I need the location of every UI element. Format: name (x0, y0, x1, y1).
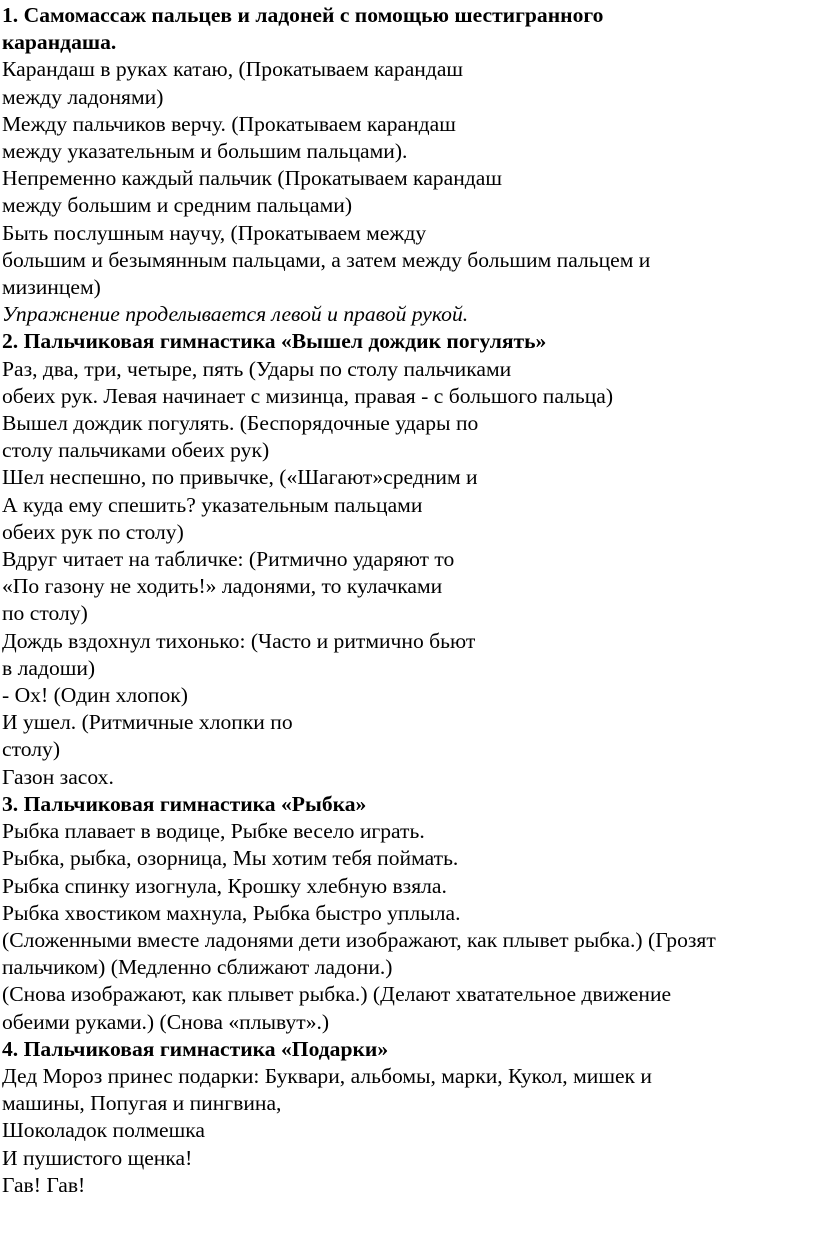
text-line: обеими руками.) (Снова «плывут».) (2, 1009, 330, 1034)
text-line: Рыбка, рыбка, озорница, Мы хотим тебя поймать. (2, 846, 459, 871)
text-line: И пушистого щенка! (2, 1145, 193, 1170)
text-line: «По газону не ходить!» ладонями, то кулачками (2, 574, 443, 599)
text-line: пальчиком) (Медленно сближают ладони.) (2, 955, 393, 980)
text-line: мизинцем) (2, 275, 101, 300)
text-line: обеих рук. Левая начинает с мизинца, правая - с большого пальца) (2, 383, 614, 408)
text-line: Дождь вздохнул тихонько: (Часто и ритмично бьют (2, 628, 476, 653)
text-line: Газон засох. (2, 764, 114, 789)
text-line: большим и безымянным пальцами, а затем между большим пальцем и (2, 247, 651, 272)
section-3 (2, 791, 816, 1036)
text-line: И ушел. (Ритмичные хлопки по (2, 710, 293, 735)
text-line: машины, Попугая и пингвина, (2, 1091, 282, 1116)
text-line: Шел неспешно, по привычке, («Шагают»средним и (2, 465, 478, 490)
section-1 (2, 2, 816, 328)
text-line: (Сложенными вместе ладонями дети изображают, как плывет рыбка.) (Грозят (2, 927, 716, 952)
text-line: Шоколадок полмешка (2, 1118, 205, 1143)
text-line: по столу) (2, 601, 88, 626)
text-line: - Ох! (Один хлопок) (2, 683, 188, 708)
text-line: Быть послушным научу, (Прокатываем между (2, 220, 427, 245)
section-1-note: Упражнение проделывается левой и правой рукой. (2, 302, 469, 327)
text-line: Раз, два, три, четыре, пять (Удары по столу пальчиками (2, 356, 512, 381)
text-line: (Снова изображают, как плывет рыбка.) (Делают хватательное движение (2, 982, 672, 1007)
text-line: Между пальчиков верчу. (Прокатываем карандаш (2, 111, 456, 136)
section-3-heading: 3. Пальчиковая гимнастика «Рыбка» (2, 791, 367, 816)
text-line: Рыбка хвостиком махнула, Рыбка быстро уплыла. (2, 900, 461, 925)
text-line: Вышел дождик погулять. (Беспорядочные удары по (2, 411, 479, 436)
section-4-heading: 4. Пальчиковая гимнастика «Подарки» (2, 1036, 389, 1061)
text-line: Вдруг читает на табличке: (Ритмично ударяют то (2, 547, 455, 572)
section-1-heading-line-2: карандаша. (2, 30, 117, 55)
text-line: между указательным и большим пальцами). (2, 139, 408, 164)
section-2-heading: 2. Пальчиковая гимнастика «Вышел дождик погулять» (2, 329, 547, 354)
text-line: обеих рук по столу) (2, 519, 184, 544)
text-line: столу) (2, 737, 61, 762)
section-1-heading-line-1: 1. Самомассаж пальцев и ладоней с помощью шестигранного (2, 3, 604, 27)
text-line: Гав! Гав! (2, 1172, 86, 1197)
text-line: столу пальчиками обеих рук) (2, 438, 270, 463)
text-line: Карандаш в руках катаю, (Прокатываем карандаш (2, 57, 464, 82)
text-line: Рыбка плавает в водице, Рыбке весело играть. (2, 819, 425, 844)
document-page (2, 2, 816, 1199)
text-line: А куда ему спешить? указательным пальцами (2, 492, 423, 517)
text-line: в ладоши) (2, 655, 96, 680)
text-line: между большим и средним пальцами) (2, 193, 353, 218)
text-line: Дед Мороз принес подарки: Буквари, альбомы, марки, Кукол, мишек и (2, 1063, 652, 1088)
text-line: Непременно каждый пальчик (Прокатываем карандаш (2, 166, 502, 191)
section-4 (2, 1036, 816, 1199)
text-line: между ладонями) (2, 84, 164, 109)
section-2 (2, 328, 816, 790)
text-line: Рыбка спинку изогнула, Крошку хлебную взяла. (2, 873, 447, 898)
